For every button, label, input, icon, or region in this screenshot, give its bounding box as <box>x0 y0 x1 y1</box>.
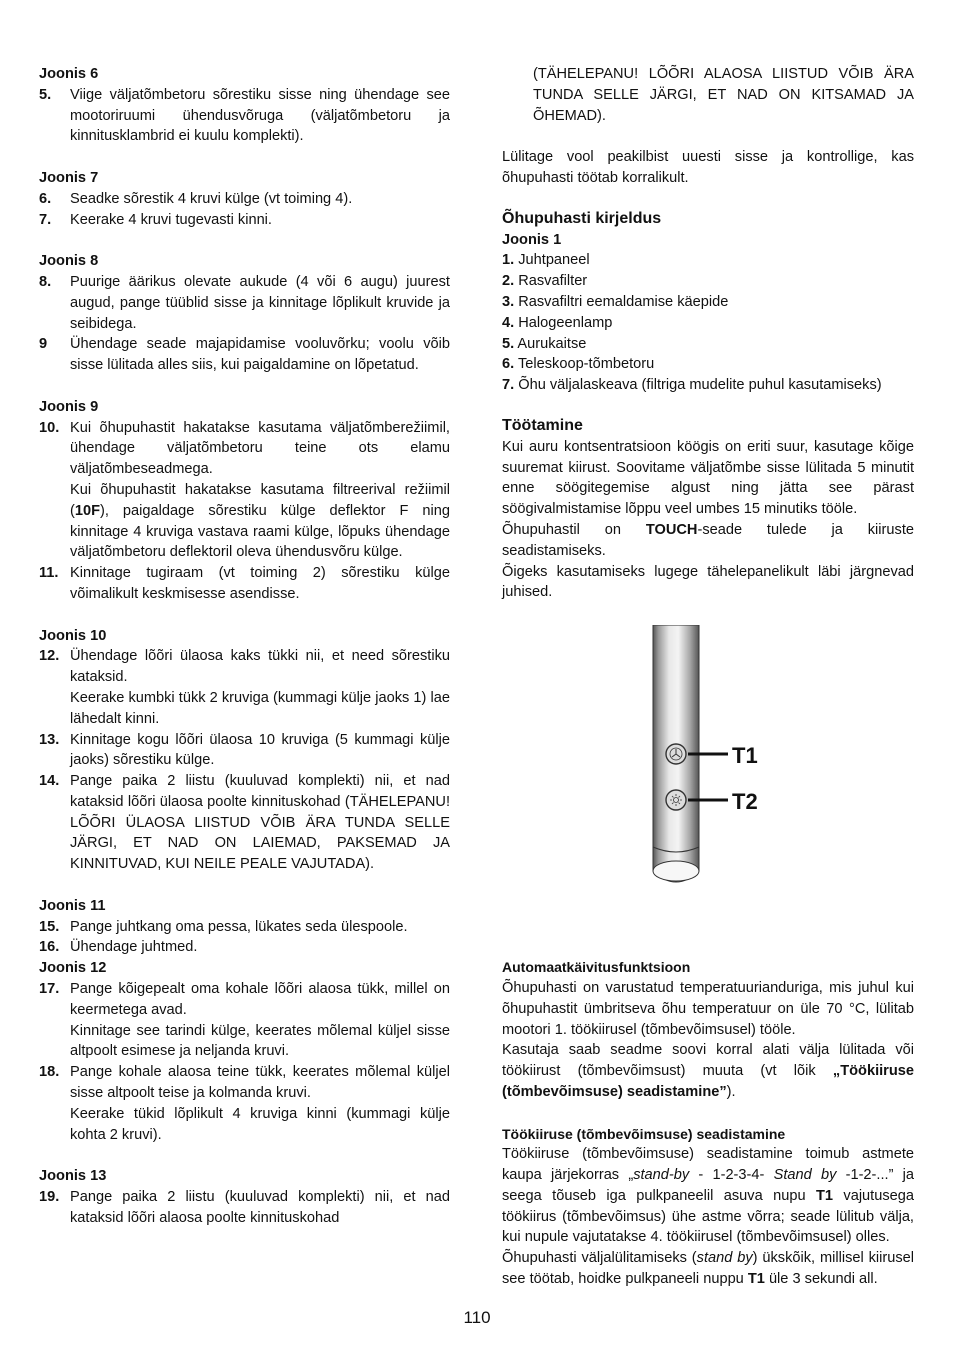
step-18-continued: Keerake tükid lõplikult 4 kruviga kinni (kummagi külje kohta 2 kruvi). <box>70 1105 450 1143</box>
parts-list-item: 5. Aurukaitse <box>502 335 587 352</box>
autostart-paragraph-1: Õhupuhasti on varustatud temperatuurianduriga, mis juhul kui õhupuhastit ümbritseva õhu temperatuur on üle 70 °C, lülitab mootori 1. töökiirusel (tõmbevõimsusel) tööle. <box>502 979 914 1038</box>
heading-joonis-10: Joonis 10 <box>39 627 107 644</box>
light-icon <box>666 790 686 810</box>
parts-list-item: 4. Halogeenlamp <box>502 314 613 331</box>
parts-list-item: 2. Rasvafilter <box>502 273 588 290</box>
step-14: 14. Pange paika 2 liistu (kuuluvad komplekti) nii, et nad kataksid lõõri ülaosa poolte kinnituskohad (TÄHELEPANU! LÕÕRI ÜLAOSA LIISTUD VÕIB ÄRA TUNDA SELLE JÄRGI, ET NAD ON LAIEMAD, PAKSEMAD JA KINNITUVAD, KUI NEILE PEALE VAJUTADA). <box>39 773 450 873</box>
section-title-autostart: Automaatkäivitusfunktsioon <box>502 959 691 976</box>
right-column <box>502 64 914 1290</box>
step-12-continued: Keerake kumbki tükk 2 kruviga (kummagi külje jaoks 1) lae lähedalt kinni. <box>70 689 450 727</box>
page-number: 110 <box>463 1308 491 1327</box>
speed-paragraph-1: Töökiiruse (tõmbevõimsuse) seadistamine toimub astmete kaupa järjekorras „stand-by - 1-2-3-4- Stand by -1-2-...” ja seega tõuseb iga pulkpaneelil asuva nupu T1 vajutusega töökiirus (tõmbevõimsus) ühe astme võrra; seade lülitub välja, kui nupule vajutatakse 4. töökiirusel (tõmbevõimsusel) olles. <box>502 1146 915 1246</box>
parts-list-item: 3. Rasvafiltri eemaldamise käepide <box>502 293 729 310</box>
step-19-continued: (TÄHELEPANU! LÕÕRI ALAOSA LIISTUD VÕIB ÄRA TUNDA SELLE JÄRGI, ET NAD ON KITSAMAD JA ÕHEMAD). <box>533 66 914 124</box>
section-title-operation: Töötamine <box>502 416 583 434</box>
step-12: 12. Ühendage lõõri ülaosa kaks tükki nii, et need sõrestiku kataksid. <box>39 648 450 686</box>
control-tube-illustration <box>502 625 914 925</box>
section-title-speed: Töökiiruse (tõmbevõimsuse) seadistamine <box>502 1125 786 1142</box>
speed-paragraph-2: Õhupuhasti väljalülitamiseks (stand by) ükskõik, millisel kiirusel see töötab, hoidke pulkpaneeli nuppu T1 üle 3 sekundi all. <box>502 1250 915 1288</box>
left-column <box>39 64 450 1229</box>
operation-paragraph-2: Õhupuhastil on TOUCH-seade tulede ja kiiruste seadistamiseks. <box>502 521 914 559</box>
heading-joonis-12: Joonis 12 <box>39 960 107 977</box>
parts-list <box>502 250 914 396</box>
operation-paragraph-3: Õigeks kasutamiseks lugege tähelepanelikult läbi järgnevad juhised. <box>502 563 914 601</box>
step-11: 11. Kinnitage tugiraam (vt toiming 2) sõrestiku külge võimalikult keskmisesse asendisse. <box>39 565 450 602</box>
section-title-description: Õhupuhasti kirjeldus <box>502 209 662 227</box>
step-8: 8. Puurige äärikus olevate aukude (4 või 6 augu) juurest augud, pange tüüblid sisse ja kinnitage lõplikult kruvide ja seibidega. <box>39 273 450 332</box>
operation-paragraph-1: Kui auru kontsentratsioon köögis on eriti suur, kasutage kõige suuremat kiirust. Soovitame väljatõmbe sisse lülitada 5 minutit enne söögitegemise algust ning jätta see pärast söögivalmistamise lõppu veel umbes 15 minutiks tööle. <box>502 438 914 518</box>
step-7: 7. Keerake 4 kruvi tugevasti kinni. <box>39 211 272 228</box>
heading-joonis-11: Joonis 11 <box>39 897 106 914</box>
tube-bottom-rim <box>653 861 699 881</box>
step-15: 15. Pange juhtkang oma pessa, lükates seda ülespoole. <box>39 918 408 935</box>
touch-control-figure <box>502 625 914 925</box>
heading-joonis-1: Joonis 1 <box>502 231 562 248</box>
step-18: 18. Pange kohale alaosa teine tükk, keerates mõlemal küljel sisse altpoolt teise ja kolmanda kruvi. <box>39 1064 450 1102</box>
label-t1: T1 <box>732 743 758 769</box>
step-17: 17. Pange kõigepealt oma kohale lõõri alaosa tükk, millel on keermetega avad. <box>39 981 450 1018</box>
heading-joonis-8: Joonis 8 <box>39 253 99 270</box>
step-5: 5. Viige väljatõmbetoru sõrestiku sisse ning ühendage see mootoriruumi ühendusvõruga (väljatõmbetoru ja kinnitusklambrid ei kuulu komplekti). <box>39 86 450 145</box>
label-t2: T2 <box>732 789 758 815</box>
step-16: 16. Ühendage juhtmed. <box>39 939 198 956</box>
parts-list-item: 6. Teleskoop-tõmbetoru <box>502 356 655 373</box>
parts-list-item: 1. Juhtpaneel <box>502 252 590 269</box>
step-10: 10. Kui õhupuhastit hakatakse kasutama väljatõmberežiimil, ühendage väljatõmbetoru teine ots elamu väljatõmbeseadmega. <box>39 419 450 478</box>
heading-joonis-13: Joonis 13 <box>39 1168 107 1185</box>
switch-on-paragraph: Lülitage vool peakilbist uuesti sisse ja kontrollige, kas õhupuhasti töötab korralikult. <box>502 149 914 186</box>
parts-list-item: 7. Õhu väljalaskeava (filtriga mudelite puhul kasutamiseks) <box>502 377 882 394</box>
step-6: 6. Seadke sõrestik 4 kruvi külge (vt toiming 4). <box>39 190 353 207</box>
autostart-paragraph-2: Kasutaja saab seadme soovi korral alati välja lülitada või töökiirust (tõmbevõimsust) muuta (vt lõik „Töökiiruse (tõmbevõimsuse) seadistamine”). <box>502 1042 914 1100</box>
step-17-continued: Kinnitage see tarindi külge, keerates mõlemal küljel sisse altpoolt esimese ja neljanda kruvi. <box>70 1022 450 1060</box>
step-9: 9 Ühendage seade majapidamise vooluvõrku; voolu võib sisse lülitada alles siis, kui paigaldamine on lõpetatud. <box>39 336 450 374</box>
heading-joonis-9: Joonis 9 <box>39 398 99 415</box>
heading-joonis-7: Joonis 7 <box>39 169 99 186</box>
step-13: 13. Kinnitage kogu lõõri ülaosa 10 kruviga (5 kummagi külje jaoks) sõrestiku külge. <box>39 731 450 769</box>
step-19: 19. Pange paika 2 liistu (kuuluvad komplekti) nii, et nad kataksid lõõri alaosa poolte kinnituskohad <box>39 1189 450 1226</box>
heading-joonis-6: Joonis 6 <box>39 66 99 82</box>
step-10-continued: Kui õhupuhastit hakatakse kasutama filtreerival režiimil (10F), paigaldage sõrestiku külge deflektor F ning kinnitage 4 kruviga vastava raami külge, lõpuks ühendage väljatõmbetoru deflektoril oleva ühendusvõru külge. <box>70 481 450 561</box>
